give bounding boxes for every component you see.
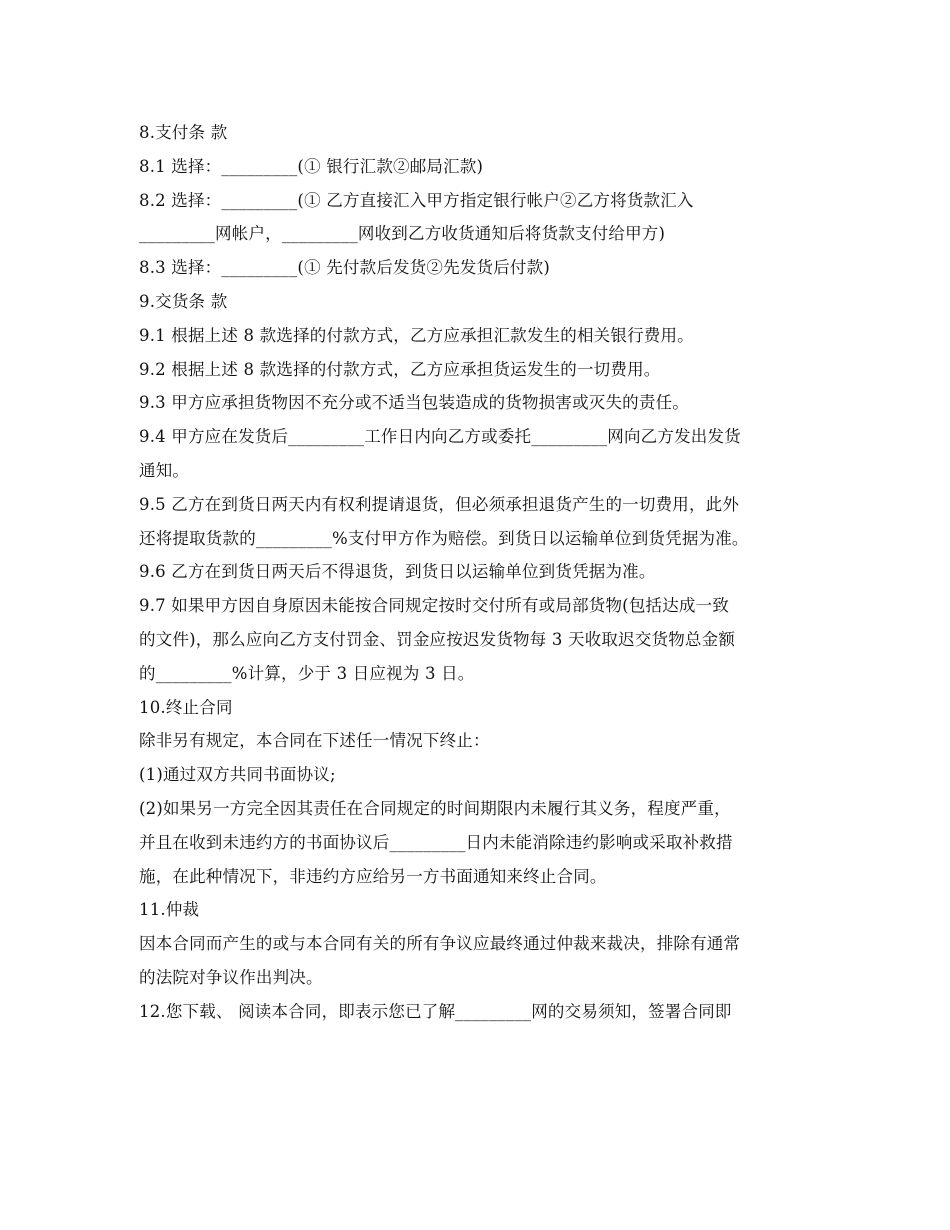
clause-8-1: 8.1 选择：_________(① 银行汇款②邮局汇款) (139, 156, 484, 176)
clause-9-7-cont-1: 的文件)，那么应向乙方支付罚金、罚金应按迟发货物每 3 天收取迟交货物总金额 (139, 629, 736, 649)
section-heading-delivery: 9.交货条 款 (139, 291, 228, 311)
arbitration-text: 因本合同而产生的或与本合同有关的所有争议应最终通过仲裁来裁决，排除有通常 (139, 934, 741, 954)
termination-item-1: (1)通过双方共同书面协议; (139, 765, 336, 785)
clause-9-5-cont: 还将提取货款的_________%支付甲方作为赔偿。到货日以运输单位到货凭据为准。 (139, 528, 749, 548)
clause-9-7-cont-2: 的_________%计算，少于 3 日应视为 3 日。 (139, 663, 475, 683)
clause-9-7: 9.7 如果甲方因自身原因未能按合同规定按时交付所有或局部货物(包括达成一致 (139, 596, 730, 616)
section-heading-termination: 10.终止合同 (139, 697, 233, 717)
clause-8-2-cont: _________网帐户，_________网收到乙方收货通知后将货款支付给甲方) (139, 224, 666, 244)
clause-9-5: 9.5 乙方在到货日两天内有权利提请退货，但必须承担退货产生的一切费用，此外 (139, 494, 740, 514)
section-heading-arbitration: 11.仲裁 (139, 900, 200, 920)
clause-9-1: 9.1 根据上述 8 款选择的付款方式，乙方应承担汇款发生的相关银行费用。 (139, 325, 694, 345)
termination-item-2: (2)如果另一方完全因其责任在合同规定的时间期限内未履行其义务，程度严重， (139, 798, 731, 818)
clause-9-2: 9.2 根据上述 8 款选择的付款方式，乙方应承担货运发生的一切费用。 (139, 359, 661, 379)
clause-9-3: 9.3 甲方应承担货物因不充分或不适当包装造成的货物损害或灭失的责任。 (139, 393, 689, 413)
termination-item-2-cont-2: 施，在此种情况下，非违约方应给另一方书面通知来终止合同。 (139, 866, 607, 886)
termination-intro: 除非另有规定，本合同在下述任一情况下终止： (139, 731, 490, 751)
termination-item-2-cont-1: 并且在收到未违约方的书面协议后_________日内未能消除违约影响或采取补救措 (139, 832, 733, 852)
clause-8-2: 8.2 选择：_________(① 乙方直接汇入甲方指定银行帐户②乙方将货款汇入 (139, 190, 694, 210)
clause-9-4: 9.4 甲方应在发货后_________工作日内向乙方或委托_________网向乙方发出发货 (139, 427, 741, 447)
clause-12: 12.您下载、 阅读本合同，即表示您已了解_________网的交易须知，签署合同即 (139, 1001, 732, 1021)
contract-body (139, 116, 819, 1029)
section-heading-payment: 8.支付条 款 (139, 123, 228, 142)
clause-9-6: 9.6 乙方在到货日两天后不得退货，到货日以运输单位到货凭据为准。 (139, 562, 656, 582)
arbitration-text-cont: 的法院对争议作出判决。 (139, 967, 323, 987)
clause-9-4-cont: 通知。 (139, 460, 190, 480)
clause-8-3: 8.3 选择：_________(① 先付款后发货②先发货后付款) (139, 258, 550, 278)
